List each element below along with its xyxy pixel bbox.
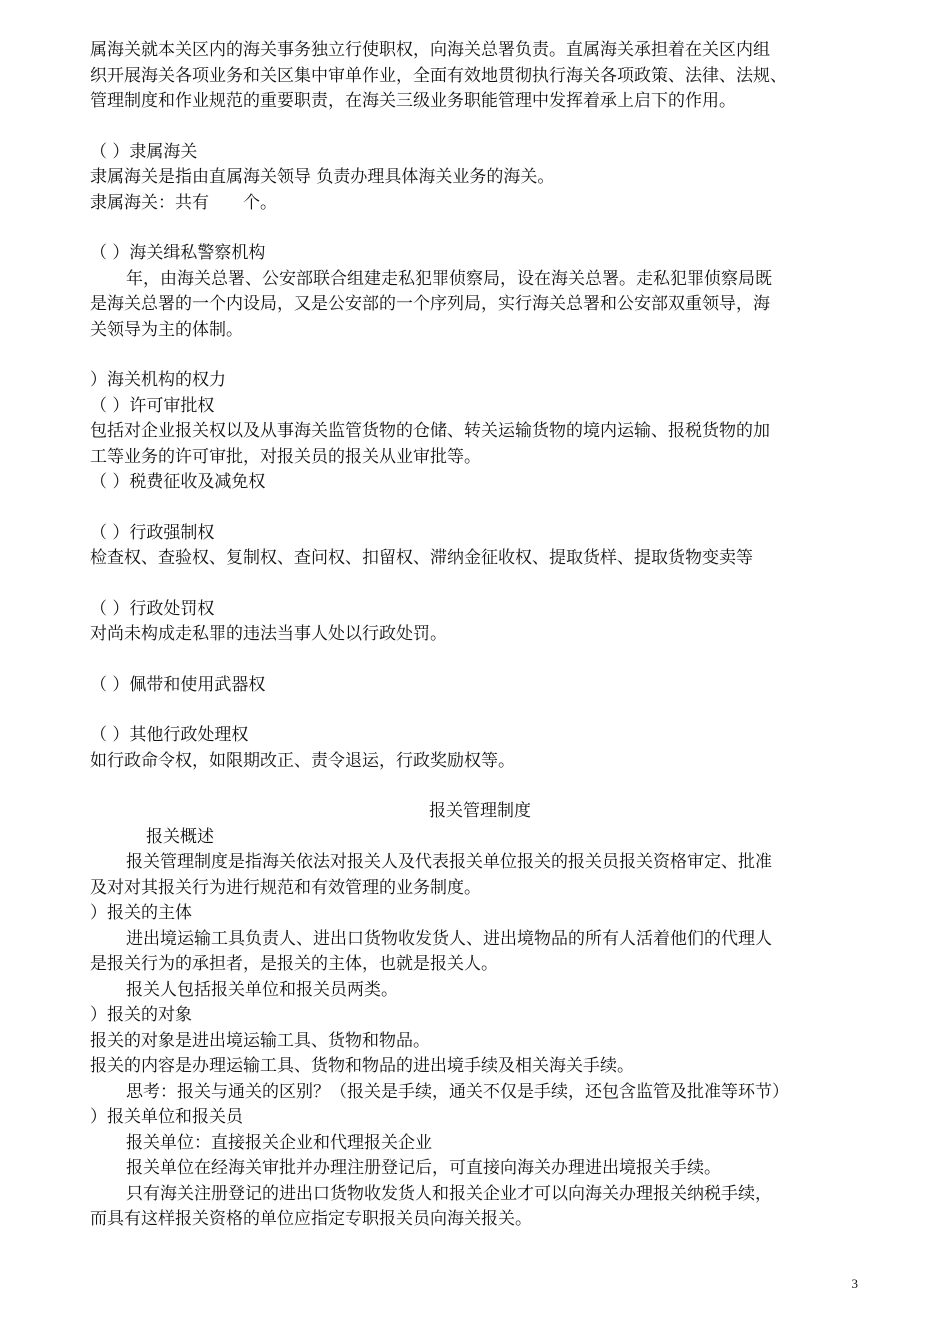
text-line: 年，由海关总署、公安部联合组建走私犯罪侦察局，设在海关总署。走私犯罪侦察局既	[126, 268, 772, 289]
text-line: 对尚未构成走私罪的违法当事人处以行政处罚。	[90, 624, 447, 644]
text-line: 检查权、查验权、复制权、查问权、扣留权、滞纳金征收权、提取货样、提取货物变卖等	[90, 548, 753, 568]
paragraph-gap	[90, 698, 870, 723]
text-line: 是报关行为的承担者，是报关的主体，也就是报关人。	[90, 954, 498, 974]
paragraph-gap	[90, 572, 870, 597]
page-number: 3	[851, 1276, 858, 1291]
text-line: 报关单位在经海关审批并办理注册登记后，可直接向海关办理进出境报关手续。	[126, 1158, 721, 1178]
text-line: 包括对企业报关权以及从事海关监管货物的仓储、转关运输货物的境内运输、报税货物的加	[90, 421, 770, 441]
text-line: 及对对其报关行为进行规范和有效管理的业务制度。	[90, 877, 481, 898]
section-heading: （ ）海关缉私警察机构	[90, 243, 266, 263]
paragraph-gap	[90, 343, 870, 368]
section-heading: ）报关的对象	[90, 1005, 192, 1025]
text-line: 报关单位：直接报关企业和代理报关企业	[126, 1132, 432, 1153]
chapter-title: 报关管理制度	[429, 801, 531, 821]
text-line: 关领导为主的体制。	[90, 319, 243, 340]
section-heading: （ ）许可审批权	[90, 395, 215, 416]
text-line: 而具有这样报关资格的单位应指定专职报关员向海关报关。	[90, 1209, 532, 1229]
paragraph-gap	[90, 774, 870, 799]
section-heading: （ ）佩带和使用武器权	[90, 674, 266, 695]
text-line: 只有海关注册登记的进出口货物收发货人和报关企业才可以向海关办理报关纳税手续，	[126, 1183, 772, 1204]
text-line: 报关管理制度是指海关依法对报关人及代表报关单位报关的报关员报关资格审定、批准	[126, 852, 772, 872]
text-line: 管理制度和作业规范的重要职责，在海关三级业务职能管理中发挥着承上启下的作用。	[90, 91, 736, 111]
section-heading: （ ）税费征收及减免权	[90, 472, 266, 492]
text-line: 报关的内容是办理运输工具、货物和物品的进出境手续及相关海关手续。	[90, 1056, 634, 1076]
text-line: 报关人包括报关单位和报关员两类。	[126, 979, 398, 1000]
text-line: 工等业务的许可审批，对报关员的报关从业审批等。	[90, 446, 481, 467]
paragraph-gap	[90, 115, 870, 140]
section-heading: ）海关机构的权力	[90, 370, 226, 390]
text-line: 如行政命令权，如限期改正、责令退运，行政奖励权等。	[90, 750, 515, 771]
text-line: 报关的对象是进出境运输工具、货物和物品。	[90, 1030, 430, 1051]
document-page	[90, 38, 870, 1233]
text-line: 隶属海关：共有 个。	[90, 192, 277, 213]
text-line: 进出境运输工具负责人、进出口货物收发货人、进出境物品的所有人活着他们的代理人	[126, 928, 772, 949]
text-line: 属海关就本关区内的海关事务独立行使职权，向海关总署负责。直属海关承担着在关区内组	[90, 40, 770, 60]
text-line: 隶属海关是指由直属海关领导 负责办理具体海关业务的海关。	[90, 167, 555, 187]
section-heading: （ ）行政处罚权	[90, 598, 215, 619]
text-line: 是海关总署的一个内设局，又是公安部的一个序列局，实行海关总署和公安部双重领导，海	[90, 294, 770, 314]
section-heading: ）报关单位和报关员	[90, 1107, 243, 1127]
section-heading: 报关概述	[146, 826, 214, 847]
section-heading: ）报关的主体	[90, 903, 192, 923]
paragraph-gap	[90, 496, 870, 521]
text-line: 织开展海关各项业务和关区集中审单作业，全面有效地贯彻执行海关各项政策、法律、法规、	[90, 65, 787, 86]
section-heading: （ ）隶属海关	[90, 141, 198, 162]
text-line: 思考：报关与通关的区别？（报关是手续，通关不仅是手续，还包含监管及批准等环节）	[126, 1081, 789, 1102]
paragraph-gap	[90, 216, 870, 241]
paragraph-gap	[90, 648, 870, 673]
section-heading: （ ）行政强制权	[90, 522, 215, 543]
section-heading: （ ）其他行政处理权	[90, 725, 249, 745]
